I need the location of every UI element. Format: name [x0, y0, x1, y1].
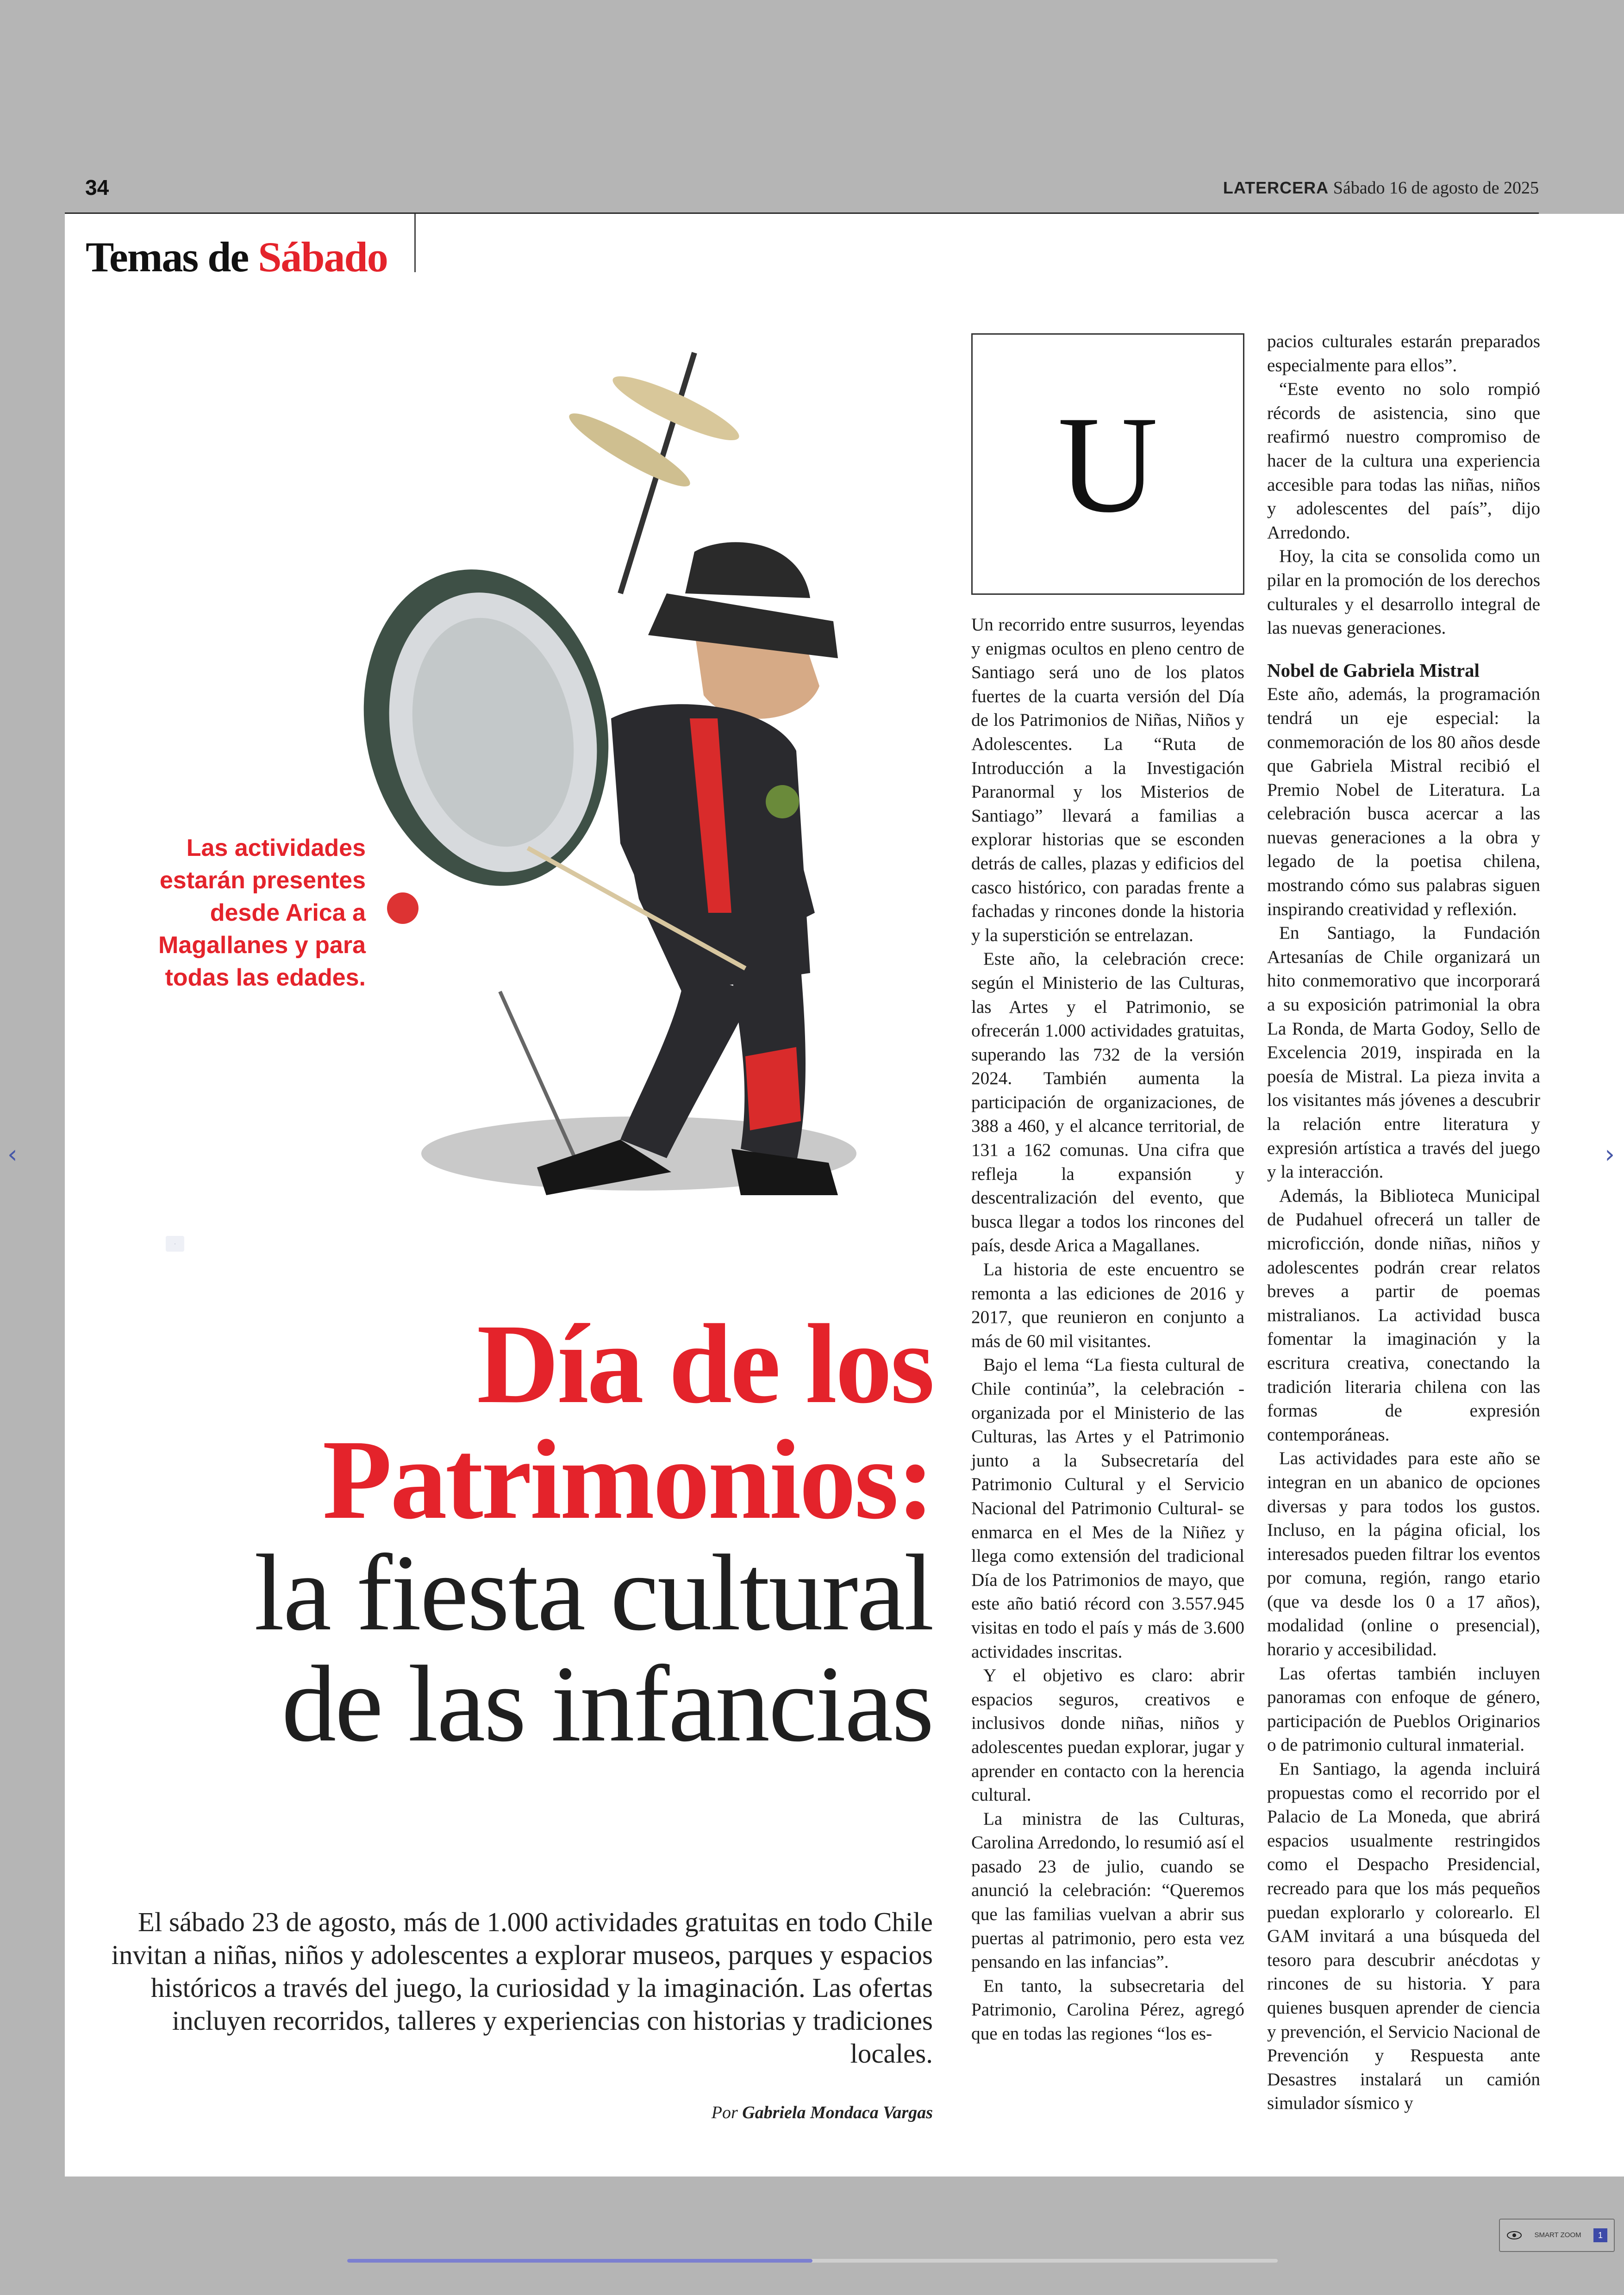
paragraph: Un recorrido entre susurros, leyendas y enigmas ocultos en pleno centro de Santiago será uno de los platos fuertes de la cuarta versión del Día de los Patrimonios de Niñas, Niños y Adolescentes. La “Ruta de Introducción a la Investigación Paranormal y los Misterios de Santiago” llevará a familias a explorar historias que se esconden detrás de calles, plazas y edificios del casco histórico, con paradas frente a fachadas y rincones donde la historia y la superstición se entrelazan.	[971, 615, 1244, 945]
headline-line-3: la fiesta cultural	[254, 1533, 933, 1653]
paragraph: pacios culturales estarán preparados especialmente para ellos”.	[1267, 331, 1540, 375]
article-deck: El sábado 23 de agosto, más de 1.000 actividades gratuitas en todo Chile invitan a niñas, niños y adolescentes a explorar museos, parques y espacios históricos a través del juego, la curiosidad y la imaginación. Las ofertas incluyen recorridos, talleres y experiencias con historias y tradiciones locales.	[111, 1907, 933, 2069]
smart-zoom-label: SMART ZOOM	[1534, 2231, 1581, 2239]
paragraph: “Este evento no solo rompió récords de asistencia, sino que reafirmó nuestro compromiso de hacer de la cultura una experiencia accesible para todas las niñas, niños y adolescentes del país”, dijo Arredondo.	[1267, 379, 1540, 543]
paragraph: Y el objetivo es claro: abrir espacios seguros, creativos e inclusivos donde niñas, niños y adolescentes puedan explorar, jugar y aprender en contacto con la herencia cultural.	[971, 1665, 1244, 1805]
issue-date: Sábado 16 de agosto de 2025	[1333, 178, 1539, 198]
byline-author: Gabriela Mondaca Vargas	[742, 2103, 933, 2122]
article-column-2	[1267, 330, 1540, 2115]
headline	[93, 1301, 933, 1765]
page-number: 34	[85, 175, 109, 200]
drop-cap-letter: U	[1057, 387, 1158, 541]
brand-name: LATERCERA	[1223, 178, 1329, 197]
headline-line-1: Día de los	[476, 1301, 933, 1427]
subheading: Nobel de Gabriela Mistral	[1267, 659, 1480, 681]
paragraph: Además, la Biblioteca Municipal de Pudahuel ofrecerá un taller de microficción, donde niñas, niños y adolescentes podrán crear relatos breves a partir de poemas mistralianos. La actividad busca fomentar la imaginación y la escritura creativa, conectando la tradición literaria chilena con las formas de expresión contemporáneas.	[1267, 1185, 1540, 1445]
paragraph: Este año, la celebración crece: según el Ministerio de las Culturas, las Artes y el Patrimonio, se ofrecerán 1.000 actividades gratuitas, superando las 732 de la versión 2024. También aumenta la participación de organizaciones, de 388 a 460, y el alcance territorial, de 131 a 162 comunas. Una cifra que refleja la expansión y descentralización del evento, que busca llegar a todos los rincones del país, desde Arica a Magallanes.	[971, 949, 1244, 1256]
headline-line-4: de las infancias	[281, 1644, 933, 1765]
paragraph: Hoy, la cita se consolida como un pilar en la promoción de los derechos culturales y el desarrollo integral de las nuevas generaciones.	[1267, 546, 1540, 638]
running-header	[1223, 178, 1539, 198]
paragraph: Bajo el lema “La fiesta cultural de Chile continúa”, la celebración -organizada por el Ministerio de las Culturas, las Artes y el Patrimonio junto a la Subsecretaría del Patrimonio Cultural y el Servicio Nacional del Patrimonio Cultural- se enmarca en el Mes de la Niñez y llega como extensión del tradicional Día de los Patrimonios de mayo, que este año batió récord con 3.557.945 visitas en todo el país y más de 3.600 actividades inscritas.	[971, 1355, 1244, 1662]
page-count-badge: 1	[1593, 2228, 1607, 2242]
byline-prefix: Por	[711, 2103, 738, 2122]
paragraph: En Santiago, la Fundación Artesanías de Chile organizará un hito conmemorativo que incorporará a su exposición patrimonial la obra La Ronda, de Marta Godoy, Sello de Excelencia 2019, inspirada en la poesía de Mistral. La pieza invita a los visitantes más jóvenes a descubrir la relación entre literatura y expresión artística a través del juego y la interacción.	[1267, 923, 1540, 1182]
paragraph: La historia de este encuentro se remonta a las ediciones de 2016 y 2017, que reunieron en conjunto a más de 60 mil visitantes.	[971, 1260, 1244, 1351]
pull-quote: Las actividades estarán presentes desde Arica a Magallanes y para todas las edades.	[158, 835, 366, 991]
section-divider	[414, 214, 416, 272]
image-credit-mark: ·	[166, 1236, 184, 1252]
section-prefix: Temas de	[86, 233, 249, 281]
byline	[93, 2102, 933, 2123]
section-highlight: Sábado	[258, 233, 387, 281]
newspaper-page	[65, 214, 1624, 2177]
drop-cap-box	[971, 333, 1244, 595]
reading-progress-fill	[347, 2259, 812, 2263]
paragraph: Este año, además, la programación tendrá un eje especial: la conmemoración de los 80 años desde que Gabriela Mistral recibió el Premio Nobel de Literatura. La celebración busca acercar a las nuevas generaciones a la obra y legado de la poetisa chilena, mostrando cómo sus palabras siguen inspirando creatividad y reflexión.	[1267, 684, 1540, 919]
article-column-1	[971, 613, 1244, 2046]
paragraph: En tanto, la subsecretaria del Patrimonio, Carolina Pérez, agregó que en todas las regiones “los es-	[971, 1976, 1244, 2044]
previous-page-chevron-icon[interactable]: ‹	[7, 1140, 18, 1169]
smart-zoom-button[interactable]	[1499, 2219, 1615, 2252]
reading-progress-bar[interactable]	[347, 2259, 1278, 2263]
next-page-chevron-icon[interactable]: ›	[1605, 1140, 1615, 1169]
paragraph: La ministra de las Culturas, Carolina Arredondo, lo resumió así el pasado 23 de julio, cuando se anunció la celebración: “Queremos que las familias vuelvan a abrir sus puertas al patrimonio, pero esta vez pensando en las infancias”.	[971, 1809, 1244, 1972]
headline-line-2: Patrimonios:	[322, 1417, 933, 1543]
paragraph: En Santiago, la agenda incluirá propuestas como el recorrido por el Palacio de La Moneda, que abrirá espacios usualmente restringidos como el Despacho Presidencial, recreado para que los más pequeños puedan explorarlo y colorearlo. El GAM invitará a una búsqueda del tesoro para descubrir anécdotas y rincones de su historia. Y para quienes busquen aprender de ciencia y prevención, el Servicio Nacional de Prevención y Respuesta ante Desastres instalará un camión simulador sísmico y	[1267, 1759, 1540, 2114]
section-title	[86, 232, 387, 281]
paragraph: Las actividades para este año se integran en un abanico de opciones diversas y para todos los gustos. Incluso, en la página oficial, los interesados pueden filtrar los eventos por comuna, región, rango etario (que va desde los 0 a 17 años), modalidad (online o presencial), horario y accesibilidad.	[1267, 1448, 1540, 1660]
eye-icon	[1506, 2231, 1522, 2240]
paragraph: Las ofertas también incluyen panoramas con enfoque de género, participación de Pueblos Originarios o de patrimonio cultural inmaterial.	[1267, 1663, 1540, 1755]
